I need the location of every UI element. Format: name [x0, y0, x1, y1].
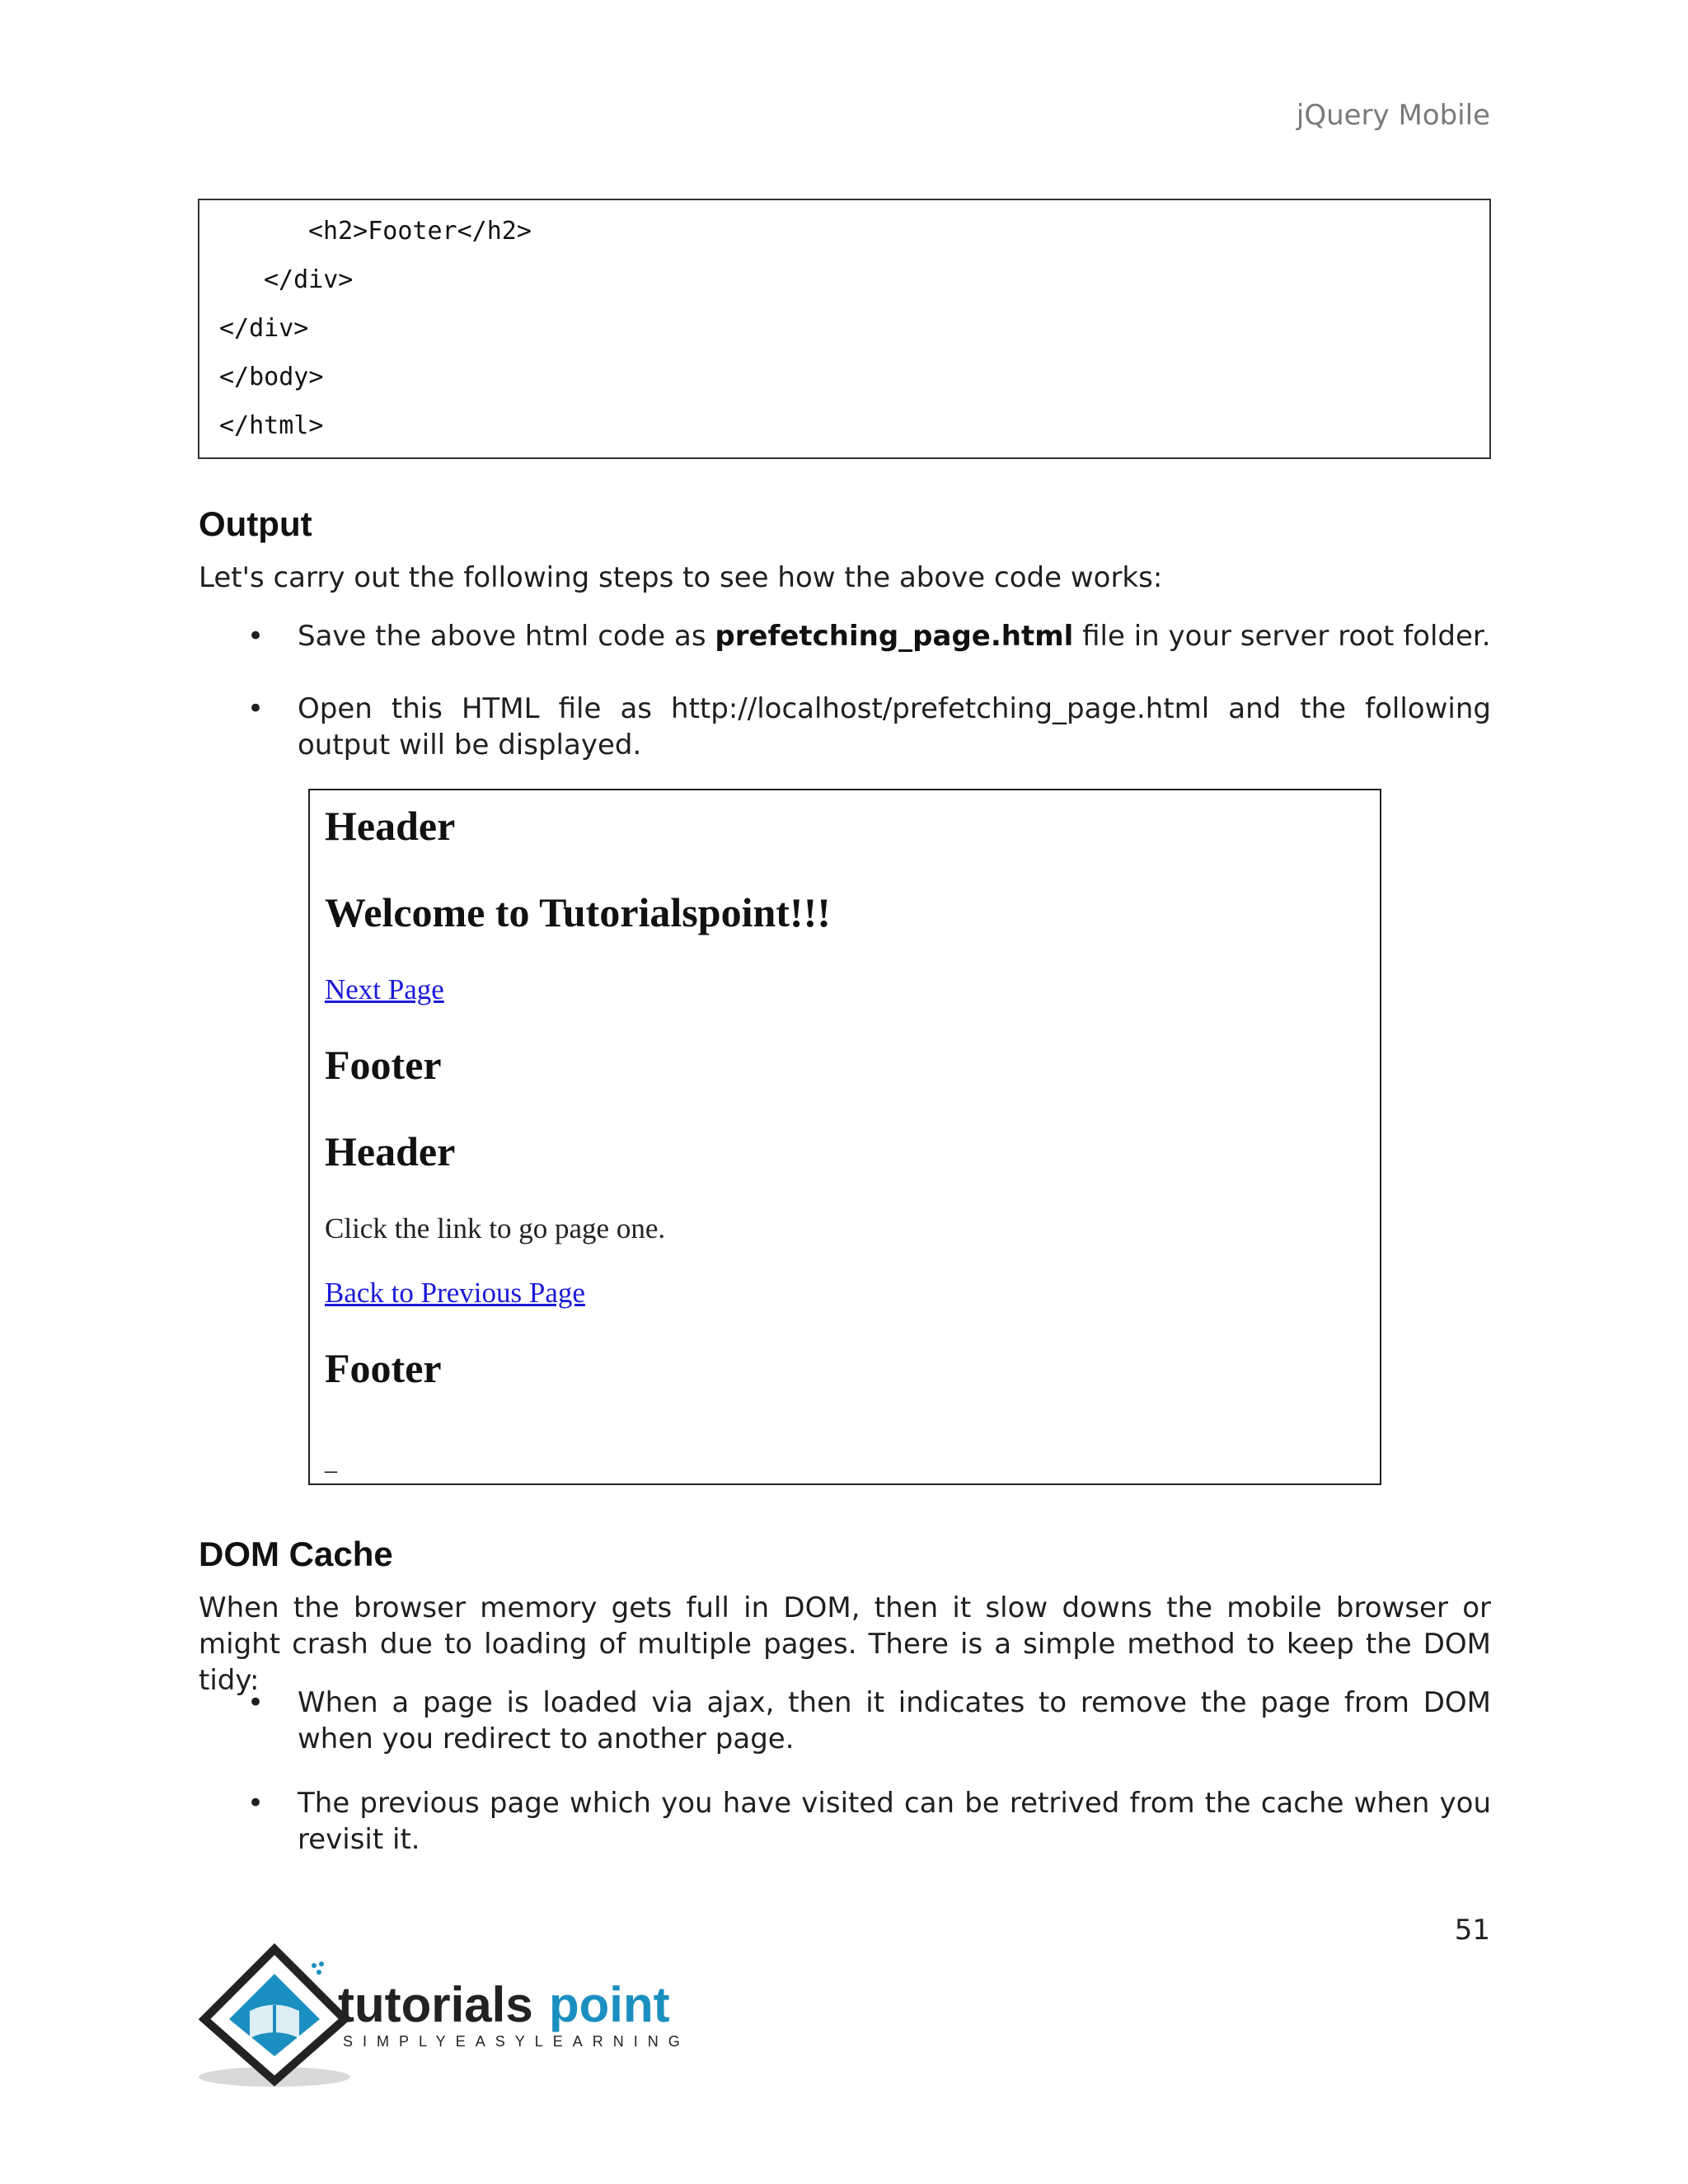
- logo-word-accent: point: [549, 1977, 670, 2032]
- render-header: Header: [325, 803, 456, 849]
- render-header-2: Header: [325, 1128, 456, 1174]
- list-item-text: Open this HTML file as http://localhost/prefetching_page.html and the following output will be displayed.: [298, 692, 1491, 762]
- bullet-icon: •: [247, 692, 265, 725]
- list-item: [198, 691, 1491, 763]
- page-number: 51: [1454, 1914, 1490, 1947]
- render-footer-2: Footer: [325, 1345, 442, 1391]
- code-line: </div>: [264, 265, 354, 294]
- output-heading: Output: [199, 504, 312, 543]
- next-page-link[interactable]: Next Page: [325, 973, 444, 1005]
- list-item-text: When a page is loaded via ajax, then it indicates to remove the page from DOM when you redirect to another page.: [298, 1686, 1491, 1755]
- code-line: </html>: [219, 411, 324, 440]
- tutorialspoint-logo: [196, 1941, 691, 2089]
- code-block: [198, 199, 1491, 459]
- list-item: [198, 1785, 1491, 1858]
- code-line: <h2>Footer</h2>: [308, 217, 532, 246]
- logo-word-dark: tutorials: [338, 1977, 533, 2032]
- render-click-text: Click the link to go page one.: [325, 1212, 666, 1244]
- render-welcome: Welcome to Tutorialspoint!!!: [325, 889, 831, 935]
- list-item: [198, 618, 1491, 654]
- text-cursor: _: [325, 1448, 337, 1475]
- list-item-text: The previous page which you have visited can be retrived from the cache when you revisit it.: [298, 1787, 1491, 1856]
- code-line: </body>: [219, 363, 324, 391]
- back-page-link[interactable]: Back to Previous Page: [325, 1277, 585, 1309]
- dom-cache-heading: DOM Cache: [199, 1535, 393, 1573]
- bullet-icon: •: [247, 1787, 265, 1820]
- output-screenshot: [308, 789, 1381, 1485]
- logo-tagline: SIMPLYEASYLEARNING: [343, 2033, 690, 2050]
- bullet-icon: •: [247, 620, 265, 653]
- render-footer: Footer: [325, 1042, 442, 1088]
- output-intro: Let's carry out the following steps to see how the above code works:: [199, 561, 1163, 594]
- filename-text: prefetching_page.html: [715, 620, 1074, 653]
- running-header: jQuery Mobile: [1296, 99, 1490, 132]
- bullet-icon: •: [247, 1686, 265, 1719]
- list-item-text: Save the above html code as prefetching_page.html file in your server root folder.: [298, 620, 1491, 653]
- dom-cache-intro: When the browser memory gets full in DOM, then it slow downs the mobile browser or might crash due to loading of multiple pages. There is a simple method to keep the DOM tidy:: [199, 1591, 1491, 1697]
- list-item: [198, 1685, 1491, 1757]
- code-line: </div>: [219, 314, 309, 343]
